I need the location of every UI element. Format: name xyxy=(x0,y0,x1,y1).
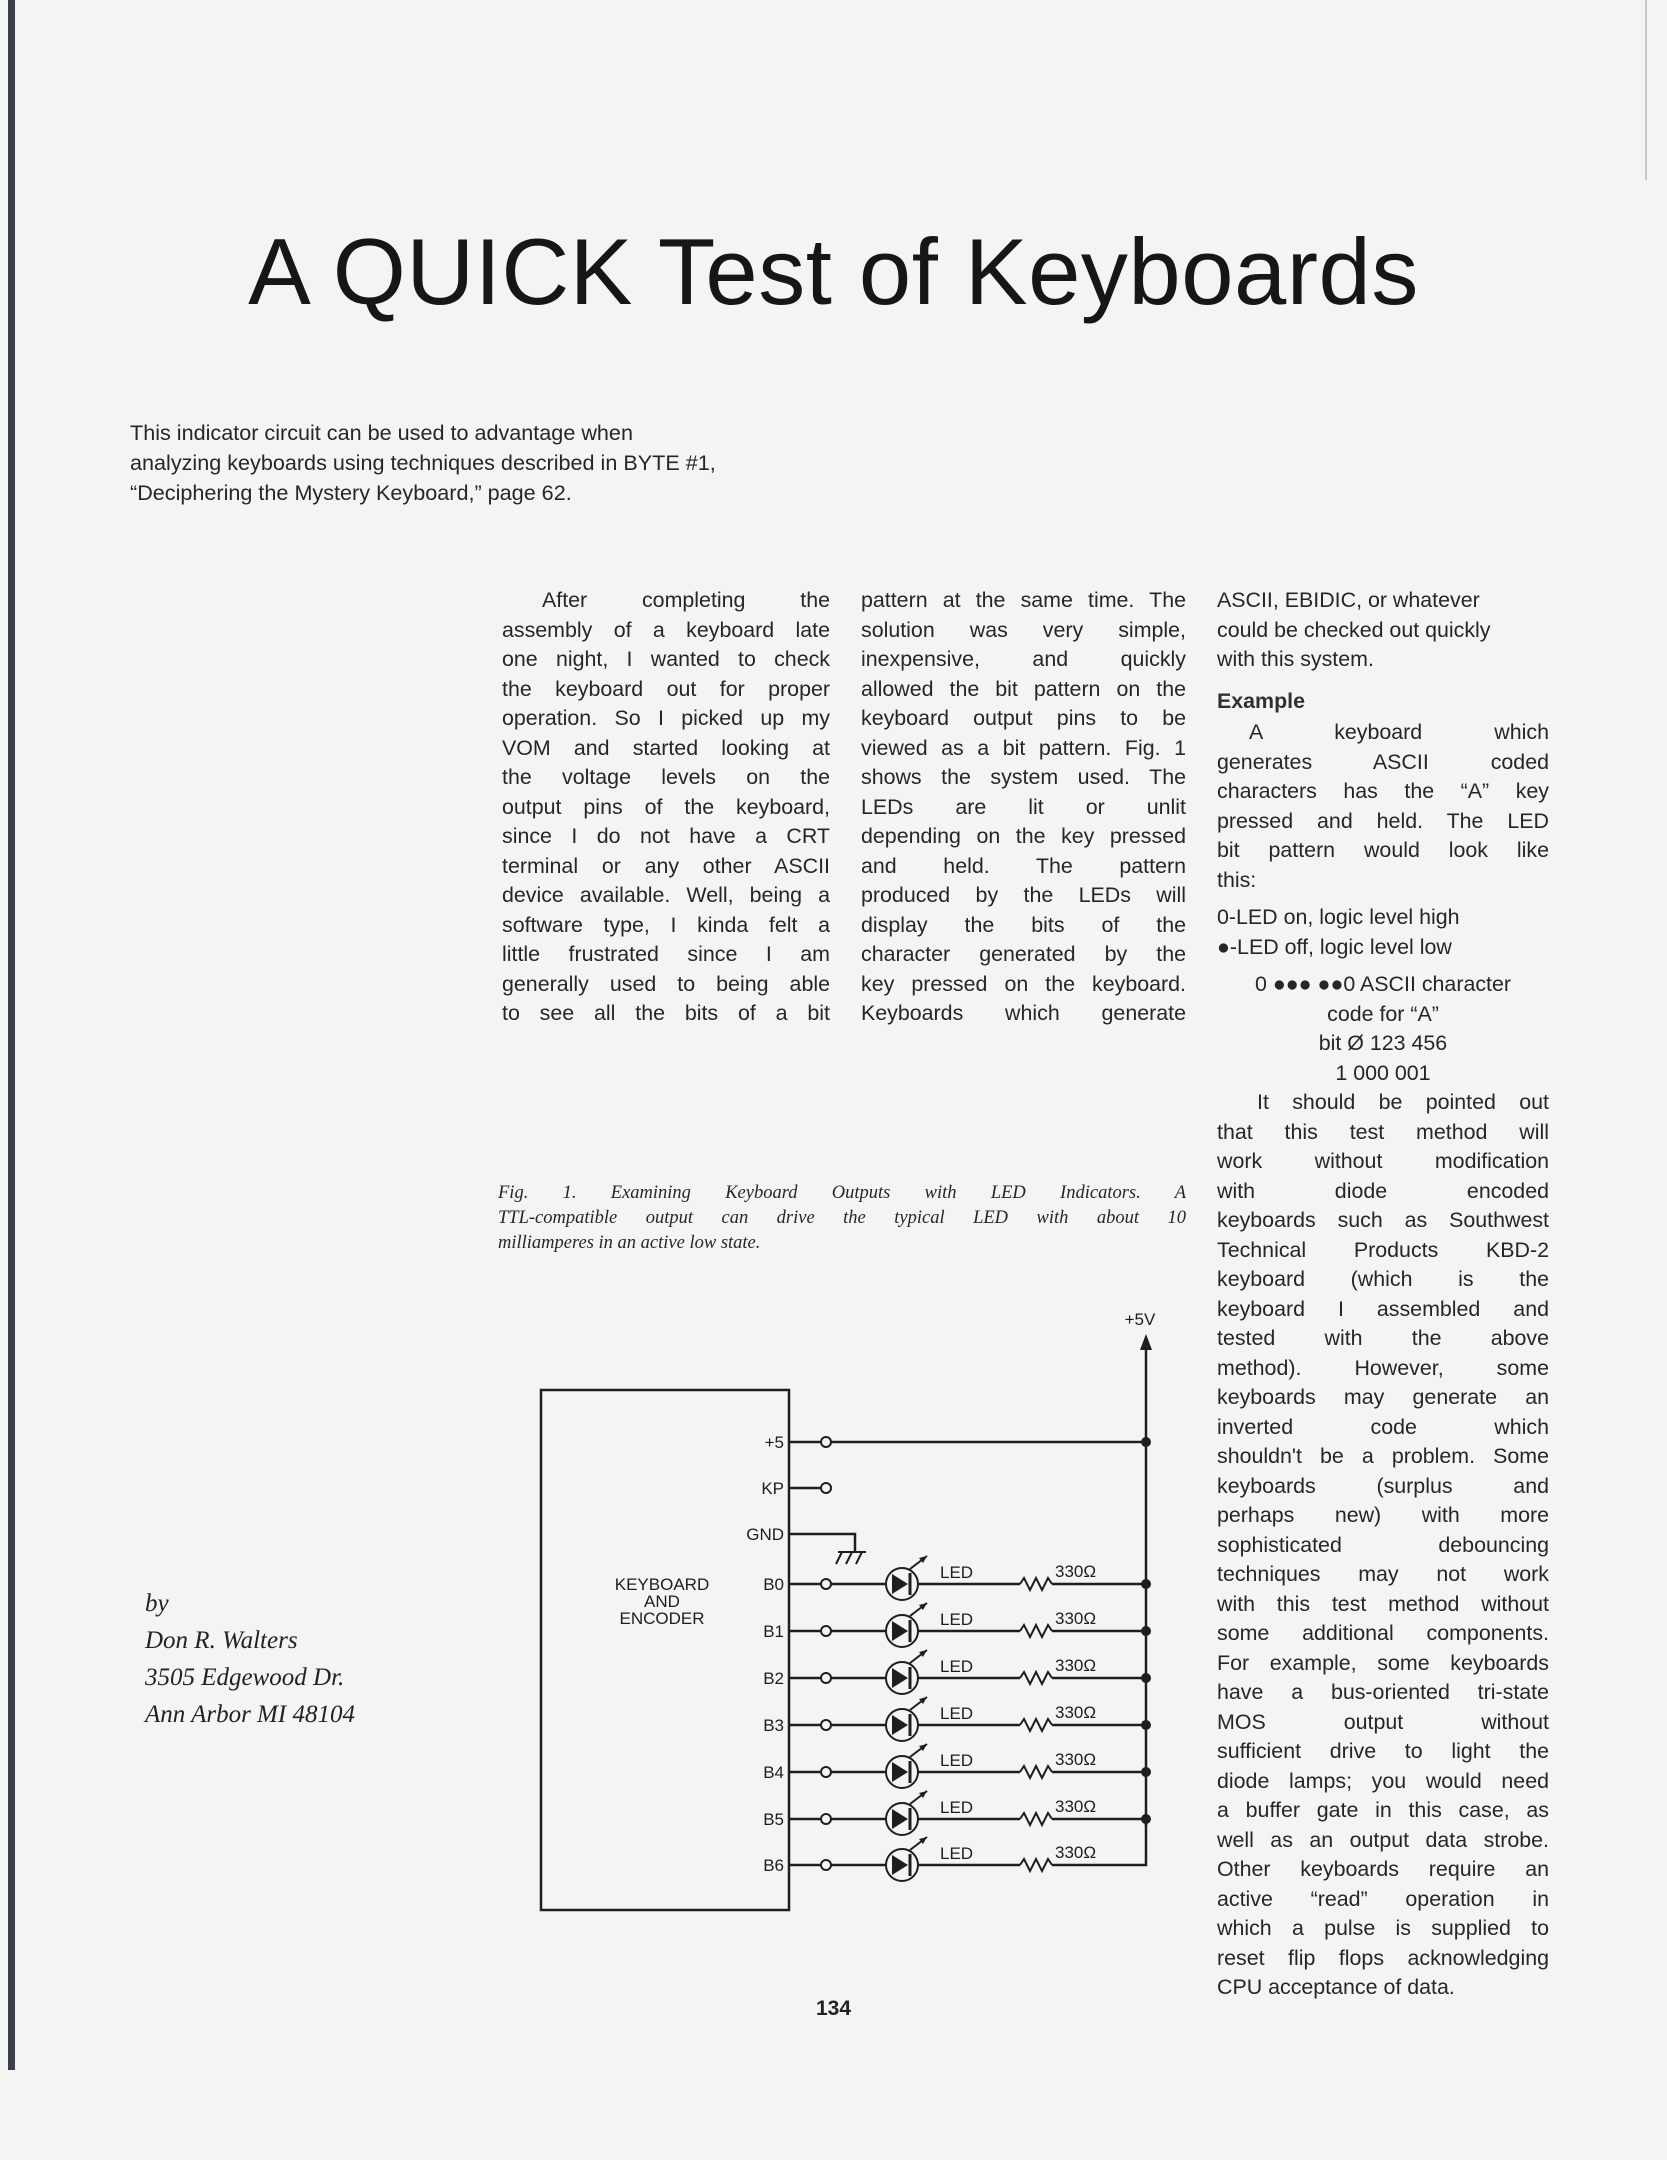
pin-label: B4 xyxy=(763,1763,784,1782)
led-icon xyxy=(886,1603,927,1647)
pin-label: B0 xyxy=(763,1575,784,1594)
led-icon xyxy=(886,1744,927,1788)
text-line: viewed as a bit pattern. Fig. 1 xyxy=(861,735,1186,760)
text-line: After completing the xyxy=(542,588,830,612)
text-line: that this test method will xyxy=(1217,1119,1549,1144)
text-line: software type, I kinda felt a xyxy=(502,912,830,937)
text-line: shows the system used. The xyxy=(861,765,1186,789)
text-line: could be checked out quickly xyxy=(1217,617,1491,642)
resistor-label: 330Ω xyxy=(1055,1797,1097,1816)
led-label: LED xyxy=(940,1704,974,1723)
text-line: depending on the key pressed xyxy=(861,824,1186,848)
text-line: have a bus-oriented tri-state xyxy=(1217,1680,1549,1704)
text-line: terminal or any other ASCII xyxy=(502,853,830,878)
bit-row-b5 xyxy=(763,1791,1151,1835)
example-heading: Example xyxy=(1217,688,1305,713)
resistor-icon xyxy=(1020,1719,1052,1731)
intro-line: This indicator circuit can be used to advantage when xyxy=(130,420,633,445)
text-line: and held. The pattern xyxy=(861,853,1186,878)
led-label: LED xyxy=(940,1657,974,1676)
code-line: bit Ø 123 456 xyxy=(1318,1031,1448,1055)
text-line: work without modification xyxy=(1217,1149,1549,1173)
text-line: generally used to being able xyxy=(502,971,830,996)
block-label-line: KEYBOARD xyxy=(614,1575,710,1594)
pin-label: B2 xyxy=(763,1669,784,1688)
author-byline xyxy=(145,1585,355,1733)
text-line: pattern at the same time. The xyxy=(861,588,1186,612)
text-line: MOS output without xyxy=(1217,1709,1549,1734)
text-line: bit pattern would look like xyxy=(1217,838,1549,862)
text-line: sophisticated debouncing xyxy=(1217,1532,1549,1557)
text-line: output pins of the keyboard, xyxy=(502,794,830,819)
text-line: For example, some keyboards xyxy=(1217,1650,1549,1675)
text-line: keyboard (which is the xyxy=(1217,1267,1549,1291)
text-line: the keyboard out for proper xyxy=(502,676,830,701)
led-icon xyxy=(886,1556,927,1600)
text-line: techniques may not work xyxy=(1217,1562,1549,1586)
arrow-up-icon xyxy=(1140,1334,1152,1350)
resistor-icon xyxy=(1020,1672,1052,1684)
legend-line: 0-LED on, logic level high xyxy=(1217,905,1460,929)
legend-line: ●-LED off, logic level low xyxy=(1217,934,1452,959)
code-line: 1 000 001 xyxy=(1335,1060,1431,1085)
resistor-label: 330Ω xyxy=(1055,1843,1097,1862)
resistor-label: 330Ω xyxy=(1055,1609,1097,1628)
keyboard-encoder-block xyxy=(541,1390,789,1910)
led-icon xyxy=(886,1697,927,1741)
resistor-icon xyxy=(1020,1625,1052,1637)
text-line: pressed and held. The LED xyxy=(1217,808,1549,833)
text-line: keyboard I assembled and xyxy=(1217,1296,1549,1321)
text-line: perhaps new) with more xyxy=(1217,1503,1549,1527)
block-label-line: ENCODER xyxy=(619,1609,705,1628)
resistor-icon xyxy=(1020,1859,1052,1871)
led-icon xyxy=(886,1650,927,1694)
text-line: A keyboard which xyxy=(1249,720,1549,744)
text-line: diode lamps; you would need xyxy=(1217,1768,1549,1793)
led-label: LED xyxy=(940,1751,974,1770)
resistor-label: 330Ω xyxy=(1055,1656,1097,1675)
code-line: code for “A” xyxy=(1327,1001,1439,1026)
byline-by: by xyxy=(145,1590,169,1617)
led-label: LED xyxy=(940,1610,974,1629)
text-line: reset flip flops acknowledging xyxy=(1217,1945,1549,1970)
intro-line: “Deciphering the Mystery Keyboard,” page 62. xyxy=(130,480,572,505)
text-line: since I do not have a CRT xyxy=(502,824,830,848)
text-line: display the bits of the xyxy=(861,912,1186,937)
bit-row-b2 xyxy=(763,1650,1151,1694)
resistor-icon xyxy=(1020,1766,1052,1778)
caption-line: Fig. 1. Examining Keyboard Outputs with LED Indicators. A xyxy=(498,1183,1186,1203)
text-line: character generated by the xyxy=(861,942,1186,966)
text-line: little frustrated since I am xyxy=(502,942,830,966)
author-name: Don R. Walters xyxy=(145,1627,298,1654)
text-line: device available. Well, being a xyxy=(502,883,830,907)
text-line: to see all the bits of a bit xyxy=(502,1001,830,1025)
text-line: keyboards (surplus and xyxy=(1217,1473,1549,1498)
text-line: active “read” operation in xyxy=(1217,1886,1549,1911)
block-label-line: AND xyxy=(644,1592,680,1611)
pin-label: B1 xyxy=(763,1622,784,1641)
resistor-label: 330Ω xyxy=(1055,1750,1097,1769)
text-line: the voltage levels on the xyxy=(502,765,830,789)
pin-label: B3 xyxy=(763,1716,784,1735)
text-line: VOM and started looking at xyxy=(502,735,830,760)
ground-icon xyxy=(836,1552,866,1564)
text-line: sufficient drive to light the xyxy=(1217,1739,1549,1763)
resistor-label: 330Ω xyxy=(1055,1703,1097,1722)
text-line: keyboards such as Southwest xyxy=(1217,1208,1549,1232)
text-line: keyboard output pins to be xyxy=(861,706,1186,730)
pin-label-plus5: +5 xyxy=(764,1433,784,1452)
caption-line: TTL-compatible output can drive the typical LED with about 10 xyxy=(498,1208,1186,1228)
author-city: Ann Arbor MI 48104 xyxy=(145,1701,355,1728)
author-street: 3505 Edgewood Dr. xyxy=(145,1664,345,1691)
text-line: this: xyxy=(1217,867,1257,892)
text-line: with this test method without xyxy=(1217,1591,1549,1616)
supply-label: +5V xyxy=(1124,1310,1156,1329)
text-line: assembly of a keyboard late xyxy=(502,617,830,642)
code-line: 0 ●●● ●●0 ASCII character xyxy=(1254,972,1512,996)
resistor-icon xyxy=(1020,1578,1052,1590)
text-line: characters has the “A” key xyxy=(1217,779,1549,803)
text-line: produced by the LEDs will xyxy=(861,883,1186,907)
caption-line: milliamperes in an active low state. xyxy=(498,1233,761,1253)
text-line: operation. So I picked up my xyxy=(502,706,830,730)
junction-dot xyxy=(1141,1437,1151,1447)
text-line: method). However, some xyxy=(1217,1355,1549,1380)
text-line: one night, I wanted to check xyxy=(502,647,830,671)
text-line: some additional components. xyxy=(1217,1621,1549,1645)
text-line: keyboards may generate an xyxy=(1217,1385,1549,1409)
text-line: well as an output data strobe. xyxy=(1217,1827,1549,1852)
text-line: a buffer gate in this case, as xyxy=(1217,1798,1549,1822)
text-line: Keyboards which generate xyxy=(861,1001,1186,1025)
text-line: inexpensive, and quickly xyxy=(861,647,1186,671)
pin-label: B6 xyxy=(763,1856,784,1875)
text-line: It should be pointed out xyxy=(1257,1090,1549,1114)
led-icon xyxy=(886,1791,927,1835)
pin-label: B5 xyxy=(763,1810,784,1829)
text-line: shouldn't be a problem. Some xyxy=(1217,1444,1549,1468)
pin-label-gnd: GND xyxy=(746,1525,784,1544)
text-line: Other keyboards require an xyxy=(1217,1857,1549,1881)
bit-row-b3 xyxy=(763,1697,1151,1741)
bit-row-b1 xyxy=(763,1603,1151,1647)
text-line: ASCII, EBIDIC, or whatever xyxy=(1217,588,1480,612)
text-line: which a pulse is supplied to xyxy=(1217,1916,1549,1940)
text-line: generates ASCII coded xyxy=(1217,749,1549,774)
pin-label-kp: KP xyxy=(761,1479,784,1498)
intro-line: analyzing keyboards using techniques described in BYTE #1, xyxy=(130,450,716,475)
led-label: LED xyxy=(940,1844,974,1863)
bit-row-b6 xyxy=(763,1819,1146,1881)
text-line: with this system. xyxy=(1217,647,1374,671)
pin-terminal xyxy=(821,1437,831,1447)
text-line: key pressed on the keyboard. xyxy=(861,971,1186,996)
text-line: solution was very simple, xyxy=(861,617,1186,642)
pin-terminal xyxy=(821,1483,831,1493)
text-line: tested with the above xyxy=(1217,1326,1549,1350)
text-line: inverted code which xyxy=(1217,1414,1549,1439)
page-number: 134 xyxy=(815,1997,852,2020)
bit-row-b0 xyxy=(763,1556,1151,1600)
text-line: allowed the bit pattern on the xyxy=(861,676,1186,701)
led-label: LED xyxy=(940,1563,974,1582)
resistor-icon xyxy=(1020,1813,1052,1825)
led-icon xyxy=(886,1837,927,1881)
text-line: with diode encoded xyxy=(1217,1178,1549,1203)
bit-row-b4 xyxy=(763,1744,1151,1788)
resistor-label: 330Ω xyxy=(1055,1562,1097,1581)
led-label: LED xyxy=(940,1798,974,1817)
text-line: LEDs are lit or unlit xyxy=(861,794,1186,819)
text-line: CPU acceptance of data. xyxy=(1217,1975,1455,1999)
text-line: Technical Products KBD-2 xyxy=(1217,1237,1549,1262)
article-title: A QUICK Test of Keyboards xyxy=(248,219,1419,324)
